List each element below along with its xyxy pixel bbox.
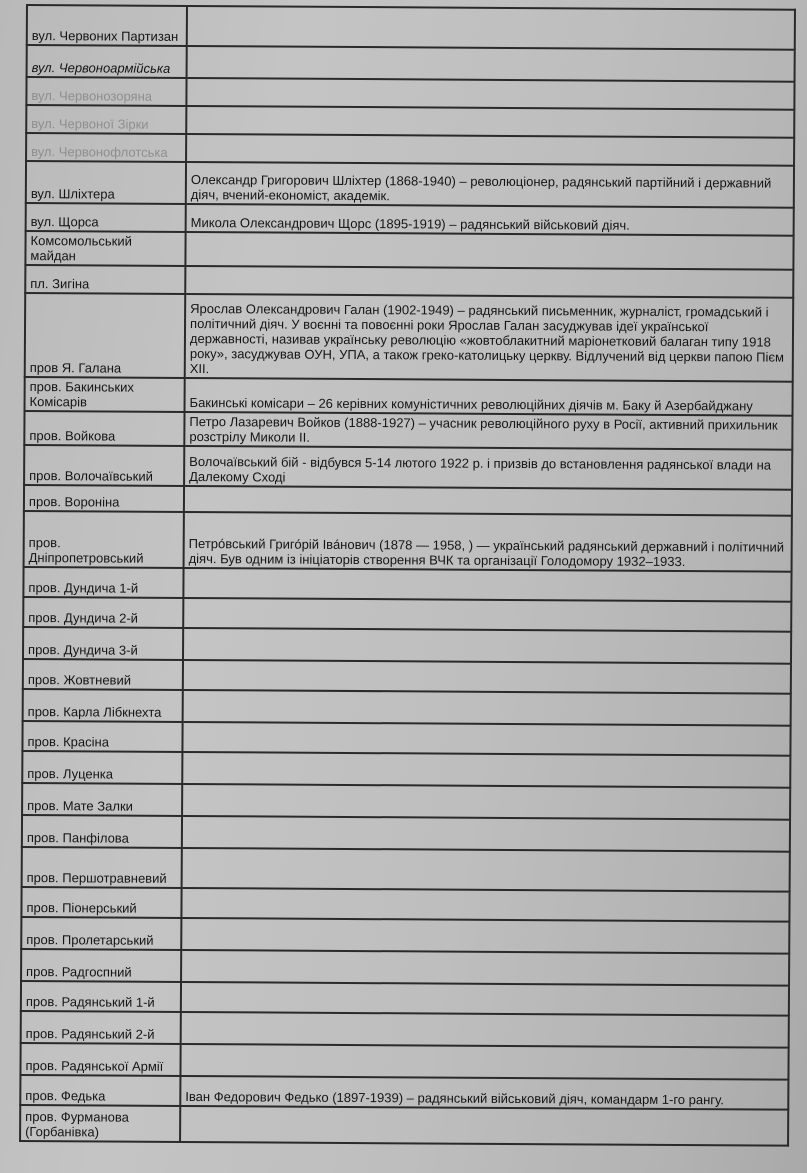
street-name-cell: пров. Радгоспний <box>21 949 181 982</box>
description-cell: Ярослав Олександрович Галан (1902-1949) – радянський письменник, журналіст, громадський і політичний діяч. У воєнні та повоєнні роки Ярослав Галан засуджував ідеї української державності, називав українську революцію «жовтоблакитний маріонетковий балаган типу 1918 року», засуджував ОУН, УПА, а також греко-католицьку церкву. Відлучений від церкви папою Пієм XII. <box>185 294 794 382</box>
description-cell <box>183 568 791 602</box>
table-row <box>20 1075 788 1110</box>
description-cell <box>181 950 789 986</box>
description-cell <box>180 1044 788 1080</box>
table-row <box>21 917 789 954</box>
table-row <box>27 45 795 82</box>
table-row <box>21 887 789 922</box>
street-names-table <box>19 4 796 1147</box>
description-cell: Петро́вський Григо́рій Іва́нович (1878 — 1958, ) — український радянський державний і політичний діяч. Був одним із ініціаторів створення ВЧК та організації Голодомору 1932–1933. <box>184 512 792 572</box>
street-name-cell: пров Я. Галана <box>25 293 186 378</box>
street-name-cell: пров. Радянський 1-й <box>21 981 181 1012</box>
street-name-cell: пров. Дундича 2-й <box>23 597 183 628</box>
street-name-cell: пров. Фурманова (Горбанівка) <box>20 1105 180 1142</box>
description-cell <box>184 486 792 516</box>
table-row <box>20 1105 788 1146</box>
table-row <box>22 815 790 852</box>
table-row <box>24 411 792 450</box>
description-cell <box>182 816 790 852</box>
street-name-cell: Комсомольський майдан <box>25 231 185 266</box>
description-cell <box>183 628 791 664</box>
street-name-cell: вул. Червоних Партизан <box>27 5 187 46</box>
table-row <box>25 231 793 270</box>
table-row <box>24 445 792 490</box>
description-cell <box>185 266 793 298</box>
street-name-cell: вул. Шліхтера <box>26 161 186 204</box>
table-row <box>22 751 790 788</box>
description-cell: Микола Олександрович Щорс (1895-1919) – радянський військовий діяч. <box>186 204 794 236</box>
street-name-cell: пров. Бакинських Комісарів <box>25 377 185 412</box>
street-name-cell: вул. Червонозоряна <box>26 77 186 106</box>
table-row <box>21 949 789 986</box>
table-row <box>26 161 794 208</box>
table-row <box>20 1043 788 1080</box>
table-row <box>23 597 791 632</box>
street-name-cell: пров. Пролетарський <box>21 917 181 950</box>
table-row <box>25 293 793 382</box>
street-name-cell: пров. Дундича 1-й <box>23 567 183 598</box>
description-cell <box>181 982 789 1016</box>
description-cell <box>183 690 791 726</box>
table-row <box>23 689 791 726</box>
table-body <box>20 5 795 1146</box>
street-name-cell: пров. Луценка <box>22 751 182 784</box>
description-cell: Олександр Григорович Шліхтер (1868-1940) – революціонер, радянський партійний і державний діяч, вчений-економіст, академік. <box>186 162 794 208</box>
street-name-cell: пров. Красіна <box>22 721 182 752</box>
table-row <box>23 659 791 694</box>
description-cell <box>182 784 790 820</box>
description-cell <box>181 1012 789 1048</box>
description-cell <box>182 722 790 756</box>
description-cell: Петро Лазаревич Войков (1888-1927) – учасник революційного руху в Росії, активний прихильник розстрілу Миколи II. <box>184 412 792 450</box>
street-name-cell: пл. Зигіна <box>25 265 185 294</box>
street-name-cell: пров. Карла Лібкнехта <box>23 689 183 722</box>
street-name-cell: пров. Волочаївський <box>24 445 184 486</box>
street-name-cell: вул. Червоноармійська <box>27 45 187 78</box>
description-cell: Волочаївський бій - відбувся 5-14 лютого 1922 р. і призвів до встановлення радянської влади на Далекому Сході <box>184 446 792 490</box>
street-name-cell: пров. Піонерський <box>21 887 181 918</box>
table-row <box>25 377 793 416</box>
street-name-cell: вул. Червоної Зірки <box>26 105 186 134</box>
description-cell <box>183 598 791 632</box>
street-name-cell: пров. Мате Залки <box>22 783 182 816</box>
street-name-cell: вул. Щорса <box>26 203 186 232</box>
description-cell: Іван Федорович Федько (1897-1939) – радянський військовий діяч, командарм 1-го рангу. <box>180 1076 788 1110</box>
street-name-cell: пров. Жовтневий <box>23 659 183 690</box>
table-row <box>23 567 791 602</box>
table-row <box>27 5 795 50</box>
description-cell <box>183 660 791 694</box>
street-name-cell: пров. Радянської Армії <box>20 1043 180 1076</box>
table-row <box>21 1011 789 1048</box>
description-cell: Бакинські комісари – 26 керівних комуністичних революційних діячів м. Баку й Азербайджану <box>185 378 793 416</box>
description-cell <box>187 6 795 50</box>
description-cell <box>181 918 789 954</box>
street-name-cell: пров. Радянський 2-й <box>21 1011 181 1044</box>
street-name-cell: пров. Першотравневий <box>22 847 182 888</box>
street-name-cell: пров. Войкова <box>24 411 184 446</box>
street-name-cell: пров. Федька <box>20 1075 180 1106</box>
table-row <box>22 721 790 756</box>
description-cell <box>187 46 795 82</box>
street-name-cell: пров. Панфілова <box>22 815 182 848</box>
description-cell <box>185 232 793 270</box>
description-cell <box>181 888 789 922</box>
street-name-cell: пров. Дундича 3-й <box>23 627 183 660</box>
description-cell <box>186 134 794 166</box>
table-row <box>22 847 790 892</box>
table-row <box>21 981 789 1016</box>
street-name-cell: вул. Червонофлотська <box>26 133 186 162</box>
table-row <box>22 783 790 820</box>
description-cell <box>182 752 790 788</box>
table-row <box>24 511 792 572</box>
description-cell <box>180 1106 788 1146</box>
table-row <box>23 627 791 664</box>
description-cell <box>182 848 790 892</box>
description-cell <box>186 106 794 138</box>
street-name-cell: пров. Вороніна <box>24 485 184 512</box>
street-name-cell: пров. Дніпропетровський <box>24 511 184 568</box>
description-cell <box>186 78 794 110</box>
